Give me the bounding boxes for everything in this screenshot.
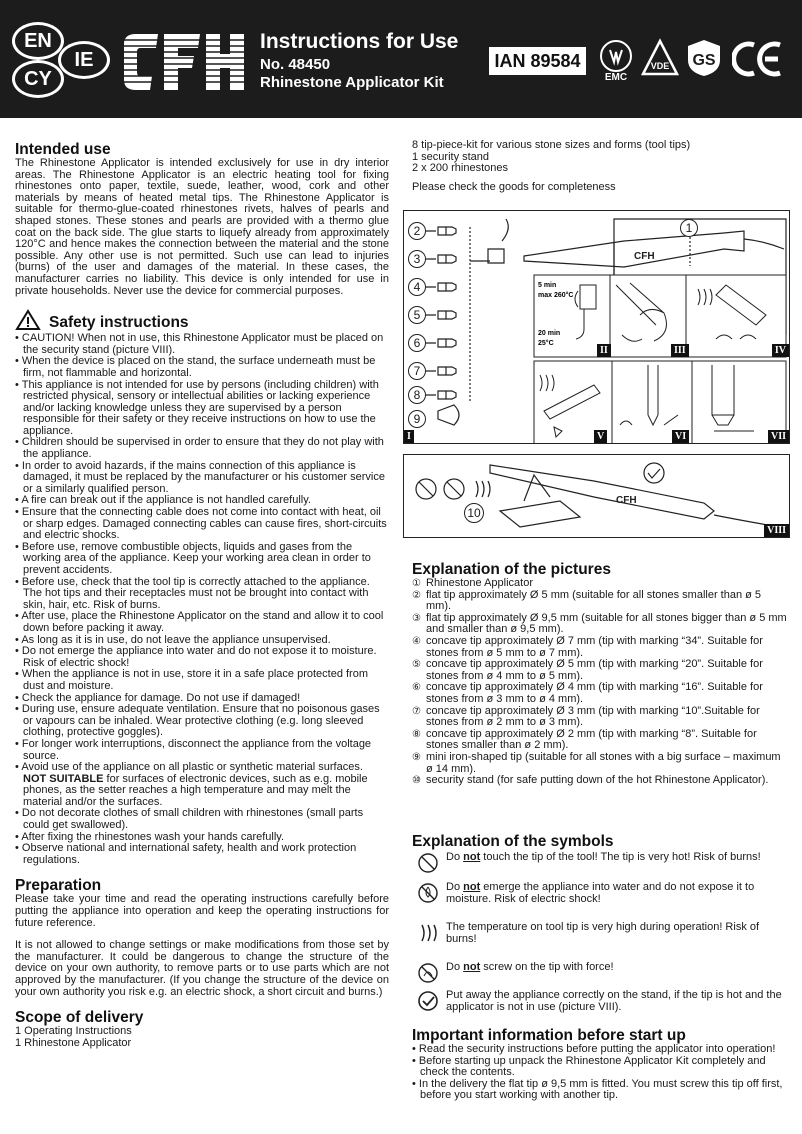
figure-label-1: I bbox=[404, 430, 414, 443]
figures-area bbox=[403, 210, 790, 536]
right-column-top bbox=[412, 140, 788, 193]
pen-brand-text-2: CFH bbox=[616, 495, 637, 506]
cool-time-text: 20 min bbox=[538, 330, 561, 337]
start-up-list bbox=[412, 1044, 788, 1102]
safety-item: • Observe national and international safety, health and work protection regulations. bbox=[15, 843, 389, 866]
warning-triangle-icon bbox=[15, 309, 41, 331]
figure-label-6: VI bbox=[672, 430, 689, 443]
safety-item: • Children should be supervised in order to ensure that they do not play with the appliance. bbox=[15, 437, 389, 460]
safety-heading-row bbox=[15, 309, 389, 331]
vde-certification-icon bbox=[640, 38, 680, 78]
picture-item: ⑥ concave tip approximately Ø 4 mm (tip with marking “16”. Suitable for stones from ø 3 mm to ø 4 mm). bbox=[412, 681, 763, 705]
product-number: No. 48450 bbox=[260, 56, 331, 73]
intended-use-text: The Rhinestone Applicator is intended exclusively for use in dry interior areas. The Rhinestone Applicator is an electric heating tool for fixing rhinestones onto paper, textile, suede, leather, wood, cork and other materials by means of heated metal tips. The Rhinestone Applicator is suitable for thermo-glue-coated rhinestones rivets, halves of pearls and shaped stones. These stones and pearls are provided with a thermo glue coat on the back side. The glue starts to liquefy already from approximately 120°C and hence makes the connection between the material and the stone possible. Any other use is not permitted. Such use can lead to injuries (burns) of the user and damages of the material. In these cases, the manufacturer carries no liability. This device is only intended for use in private households. Never use the device for commercial purposes. bbox=[15, 157, 389, 297]
figure-label-4: IV bbox=[772, 344, 789, 357]
svg-text:EMC: EMC bbox=[604, 72, 628, 83]
symbols-explanation bbox=[412, 834, 788, 1020]
picture-item: ② flat tip approximately Ø 5 mm (suitable for all stones smaller than ø 5 mm). bbox=[412, 588, 762, 613]
safety-item: • As long as it is in use, do not leave the appliance unsupervised. bbox=[15, 635, 389, 647]
scope-item: 8 tip-piece-kit for various stone sizes and forms (tool tips) bbox=[412, 139, 691, 151]
callout-1: 1 bbox=[680, 219, 698, 237]
callout-9: 9 bbox=[408, 410, 426, 428]
no-touch-icon bbox=[412, 852, 446, 874]
document-title: Instructions for Use bbox=[260, 30, 459, 53]
svg-text:VDE: VDE bbox=[650, 61, 670, 71]
picture-item: ⑨ mini iron-shaped tip (suitable for all stones with a big surface – maximum ø 14 mm). bbox=[412, 750, 781, 775]
start-up-item: • Before starting up unpack the Rhinestone Applicator Kit completely and check the contents. bbox=[412, 1056, 788, 1079]
cool-temp-text: 25°C bbox=[538, 340, 554, 347]
heat-temp-text: max 260°C bbox=[538, 292, 574, 299]
symbol-text-hot-tip: Do not touch the tip of the tool! The tip is very hot! Risk of burns! bbox=[446, 851, 761, 863]
safety-item: • Before use, check that the tool tip is correctly attached to the appliance. The hot tips and their receptacles must not be brought into contact with skin, hair, etc. Risk of burns. bbox=[15, 577, 389, 612]
picture-item: ⑦ concave tip approximately Ø 3 mm (tip with marking “10”.Suitable for stones from ø 2 mm to ø 3 mm). bbox=[412, 704, 760, 729]
left-column bbox=[15, 142, 389, 1049]
picture-item: ③ flat tip approximately Ø 9,5 mm (suitable for all stones bigger than ø 5 mm and smaller than ø 9,5 mm). bbox=[412, 611, 787, 636]
symbol-text-stand: Put away the appliance correctly on the stand, if the tip is hot and the applicator is not in use (picture VIII). bbox=[446, 989, 782, 1013]
safety-item: • After fixing the rhinestones wash your hands carefully. bbox=[15, 832, 389, 844]
symbol-row-temperature bbox=[412, 922, 792, 945]
symbol-row-stand bbox=[412, 990, 792, 1013]
heat-time-text: 5 min bbox=[538, 282, 557, 289]
callout-3: 3 bbox=[408, 250, 426, 268]
scope-heading: Scope of delivery bbox=[15, 1009, 144, 1027]
svg-text:GS: GS bbox=[692, 52, 716, 69]
safety-item: • CAUTION! When not in use, this Rhinestone Applicator must be placed on the security stand (picture VIII). bbox=[15, 333, 389, 356]
check-completeness: Please check the goods for completeness bbox=[412, 180, 616, 193]
safety-list bbox=[15, 333, 389, 866]
figure-label-2: II bbox=[597, 344, 611, 357]
symbol-text-temperature: The temperature on tool tip is very high during operation! Risk of burns! bbox=[446, 921, 760, 945]
language-badge-en: EN bbox=[12, 22, 64, 60]
product-name: Rhinestone Applicator Kit bbox=[260, 74, 444, 91]
figure-label-8: VIII bbox=[764, 524, 789, 537]
figure-panel-8 bbox=[403, 454, 790, 538]
callout-6: 6 bbox=[408, 334, 426, 352]
callout-2: 2 bbox=[408, 222, 426, 240]
checkmark-icon bbox=[412, 990, 446, 1012]
no-force-screw-icon bbox=[412, 962, 446, 984]
header-bar bbox=[0, 0, 802, 118]
cfh-logo bbox=[118, 30, 250, 94]
safety-item: • When the device is placed on the stand, the surface underneath must be firm, not flammable and horizontal. bbox=[15, 356, 389, 379]
ian-code: IAN 89584 bbox=[489, 47, 586, 75]
scope-item: 1 security stand bbox=[412, 150, 490, 163]
start-up-item: • In the delivery the flat tip ø 9,5 mm is fitted. You must screw this tip off first, before you start working with another tip. bbox=[412, 1079, 788, 1102]
preparation-text-1: Please take your time and read the operating instructions carefully before putting the appliance into operation and keep the operating instructions for future reference. bbox=[15, 893, 389, 929]
symbol-row-hot-tip bbox=[412, 852, 792, 874]
start-up-heading: Important information before start up bbox=[412, 1027, 686, 1044]
safety-item-plastic: • Avoid use of the appliance on all plastic or synthetic material surfaces. NOT SUITABLE for surfaces of electronic devices, such as e.g. mobile phones, as the setter reaches a high temperature and may melt the material and/or the surfaces. bbox=[15, 762, 389, 808]
picture-item: ⑧ concave tip approximately Ø 2 mm (tip with marking “8”. Suitable for stones smaller than ø 2 mm). bbox=[412, 727, 757, 752]
ce-mark-icon bbox=[732, 40, 784, 78]
safety-item: • Before use, remove combustible objects, liquids and gases from the working area of the appliance. Keep your working area clean in order to prevent accidents. bbox=[15, 542, 389, 577]
symbol-text-water: Do not emerge the appliance into water and do not expose it to moisture. Risk of electric shock! bbox=[446, 881, 755, 905]
callout-4: 4 bbox=[408, 278, 426, 296]
pictures-explanation bbox=[412, 562, 788, 787]
safety-item: • Check the appliance for damage. Do not use if damaged! bbox=[15, 693, 389, 705]
language-badge-cy: CY bbox=[12, 60, 64, 98]
figure-label-3: III bbox=[671, 344, 689, 357]
start-up-section bbox=[412, 1028, 788, 1102]
safety-item: • In order to avoid hazards, if the mains connection of this appliance is damaged, it must be replaced by the manufacturer or his customer service or a similarly qualified person. bbox=[15, 461, 389, 496]
scope-list-part-2 bbox=[412, 140, 788, 175]
pictures-heading: Explanation of the pictures bbox=[412, 561, 611, 578]
safety-item: • Do not emerge the appliance into water and do not expose it to moisture. Risk of electric shock! bbox=[15, 646, 389, 669]
language-badge-ie: IE bbox=[58, 41, 110, 79]
symbol-row-screw bbox=[412, 962, 792, 984]
callout-7: 7 bbox=[408, 362, 426, 380]
scope-list-part-1 bbox=[15, 1026, 389, 1049]
safety-item: • During use, ensure adequate ventilation. Ensure that no poisonous gases or vapours can be inhaled. Wear protective clothing (e.g. long sleeved clothing, protective goggles). bbox=[15, 704, 389, 739]
safety-item: • For longer work interruptions, disconnect the appliance from the voltage source. bbox=[15, 739, 389, 762]
safety-item: • This appliance is not intended for use by persons (including children) with restricted physical, sensory or intellectual abilities or lacking experience and/or lacking knowledge unless they are supervised by a person responsible for their safety or they receive instructions on how to use the appliance. bbox=[15, 380, 389, 438]
start-up-item: • Read the security instructions before putting the applicator into operation! bbox=[412, 1044, 788, 1056]
safety-item: • Do not decorate clothes of small children with rhinestones (small parts could get swallowed). bbox=[15, 808, 389, 831]
symbol-text-screw: Do not screw on the tip with force! bbox=[446, 961, 614, 973]
picture-item: ⑩ security stand (for safe putting down of the hot Rhinestone Applicator). bbox=[412, 774, 769, 787]
figure-label-5: V bbox=[594, 430, 607, 443]
pen-brand-text: CFH bbox=[634, 251, 655, 262]
callout-8: 8 bbox=[408, 386, 426, 404]
callout-10: 10 bbox=[464, 503, 484, 523]
pictures-list bbox=[412, 578, 788, 787]
safety-item: • When the appliance is not in use, store it in a safe place protected from dust and moisture. bbox=[15, 669, 389, 692]
heat-waves-icon bbox=[412, 922, 446, 944]
applicator-tips-drawing bbox=[404, 211, 790, 444]
picture-item: ④ concave tip approximately Ø 7 mm (tip with marking “34”. Suitable for stones from ø 5 mm to ø 7 mm). bbox=[412, 634, 763, 659]
figure-label-7: VII bbox=[768, 430, 789, 443]
safety-item: • After use, place the Rhinestone Applicator on the stand and allow it to cool down before packing it away. bbox=[15, 611, 389, 634]
picture-item: ① Rhinestone Applicator bbox=[412, 577, 534, 589]
symbol-row-water bbox=[412, 882, 792, 905]
scope-item: 1 Rhinestone Applicator bbox=[15, 1036, 132, 1049]
picture-item: ⑤ concave tip approximately Ø 5 mm (tip with marking “20”. Suitable for stones from ø 4 mm to ø 5 mm). bbox=[412, 658, 763, 682]
emc-certification-icon bbox=[598, 38, 634, 84]
figure-panel-1 bbox=[403, 210, 790, 444]
safety-heading: Safety instructions bbox=[49, 314, 189, 332]
preparation-heading: Preparation bbox=[15, 877, 102, 895]
callout-5: 5 bbox=[408, 306, 426, 324]
no-water-icon bbox=[412, 882, 446, 904]
gs-certification-icon bbox=[684, 38, 724, 78]
safety-item: • A fire can break out if the appliance is not handled carefully. bbox=[15, 495, 389, 507]
intended-use-heading: Intended use bbox=[15, 141, 111, 158]
preparation-text-2: It is not allowed to change settings or make modifications from those set by the manufacturer. It could be dangerous to change the structure of the device on your own authority, to remove parts or to use parts which are not approved by the manufacturer. (If you change the structure of the device on your own authority you risk e.g. an electric shock, a short circuit and burns.) bbox=[15, 939, 389, 998]
security-stand-drawing bbox=[404, 455, 790, 538]
safety-item: • Ensure that the connecting cable does not come into contact with heat, oil or sharp edges. Damaged connecting cables can cause fires, short-circuits and electric shocks. bbox=[15, 507, 389, 542]
symbols-heading: Explanation of the symbols bbox=[412, 833, 614, 850]
scope-item: 2 x 200 rhinestones bbox=[412, 162, 509, 175]
scope-item: 1 Operating Instructions bbox=[15, 1025, 132, 1038]
